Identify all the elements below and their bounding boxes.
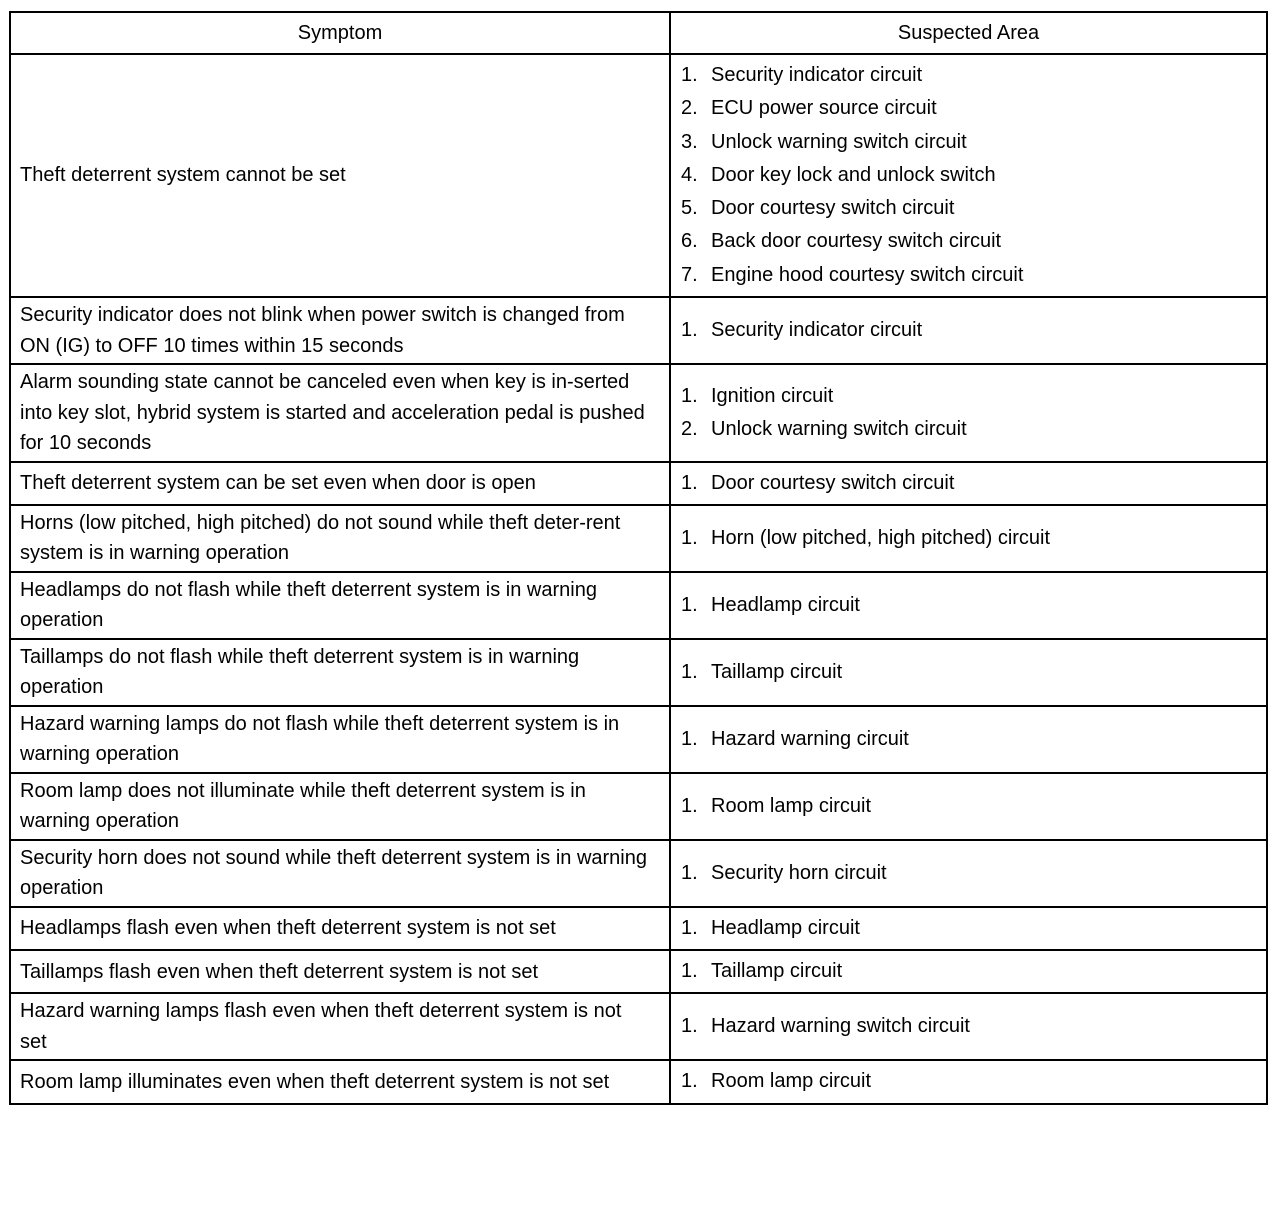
list-item: [681, 314, 1256, 347]
list-item-text: Back door courtesy switch circuit: [711, 230, 1002, 253]
list-item-text: Headlamp circuit: [711, 593, 860, 616]
list-item-number: 1.: [681, 861, 698, 884]
list-item-text: ECU power source circuit: [711, 97, 937, 120]
list-item-number: 4.: [681, 163, 698, 186]
suspected-area-list: [681, 314, 1256, 347]
suspected-area-list: [681, 1065, 1256, 1098]
suspected-area-list: [681, 656, 1256, 689]
list-item-number: 1.: [681, 1015, 698, 1038]
list-item-text: Security horn circuit: [711, 861, 887, 884]
table-row: [10, 639, 1267, 706]
list-item-number: 1.: [681, 318, 698, 341]
list-item: [681, 656, 1256, 689]
symptom-cell: Security indicator does not blink when power switch is changed from ON (IG) to OFF 10 times within 15 seconds: [10, 297, 670, 364]
suspected-area-list: [681, 857, 1256, 890]
suspected-area-cell: [670, 297, 1267, 364]
symptom-cell: Hazard warning lamps do not flash while theft deterrent system is in warning operation: [10, 706, 670, 773]
suspected-area-list: [681, 723, 1256, 756]
problem-symptoms-table: [9, 11, 1268, 1105]
suspected-area-cell: [670, 364, 1267, 462]
list-item-text: Hazard warning circuit: [711, 727, 909, 750]
list-item: [681, 413, 1256, 446]
list-item-number: 1.: [681, 384, 698, 407]
suspected-area-column-header: Suspected Area: [670, 12, 1267, 54]
table-row: [10, 773, 1267, 840]
suspected-area-cell: [670, 54, 1267, 297]
list-item-text: Door courtesy switch circuit: [711, 471, 955, 494]
table-row: [10, 364, 1267, 462]
list-item-number: 1.: [681, 916, 698, 939]
list-item: [681, 1010, 1256, 1043]
list-item: [681, 159, 1256, 192]
table-row: [10, 297, 1267, 364]
symptom-cell: Headlamps flash even when theft deterrent system is not set: [10, 907, 670, 950]
suspected-area-list: [681, 380, 1256, 447]
table-row: [10, 950, 1267, 993]
list-item-number: 1.: [681, 960, 698, 983]
symptom-cell: Security horn does not sound while theft deterrent system is in warning operation: [10, 840, 670, 907]
list-item-number: 1.: [681, 794, 698, 817]
list-item-text: Room lamp circuit: [711, 794, 872, 817]
list-item: [681, 955, 1256, 988]
list-item-number: 5.: [681, 197, 698, 220]
table-row: [10, 706, 1267, 773]
list-item-text: Ignition circuit: [711, 384, 834, 407]
list-item-text: Engine hood courtesy switch circuit: [711, 263, 1024, 286]
list-item-text: Security indicator circuit: [711, 318, 923, 341]
list-item-number: 2.: [681, 417, 698, 440]
suspected-area-cell: [670, 950, 1267, 993]
table-body: [10, 54, 1267, 1104]
suspected-area-list: [681, 589, 1256, 622]
list-item-text: Taillamp circuit: [711, 660, 843, 683]
list-item-number: 1.: [681, 471, 698, 494]
suspected-area-cell: [670, 639, 1267, 706]
suspected-area-cell: [670, 462, 1267, 505]
list-item: [681, 259, 1256, 292]
list-item-number: 7.: [681, 263, 698, 286]
suspected-area-cell: [670, 1060, 1267, 1103]
list-item: [681, 522, 1256, 555]
symptom-cell: Hazard warning lamps flash even when theft deterrent system is not set: [10, 993, 670, 1060]
list-item-text: Room lamp circuit: [711, 1070, 872, 1093]
list-item-number: 1.: [681, 727, 698, 750]
suspected-area-cell: [670, 840, 1267, 907]
troubleshooting-table-container: [9, 11, 1266, 1105]
list-item: [681, 380, 1256, 413]
list-item: [681, 723, 1256, 756]
table-row: [10, 907, 1267, 950]
symptom-cell: Horns (low pitched, high pitched) do not sound while theft deter-rent system is in warning operation: [10, 505, 670, 572]
symptom-cell: Room lamp does not illuminate while theft deterrent system is in warning operation: [10, 773, 670, 840]
list-item-number: 1.: [681, 593, 698, 616]
table-row: [10, 993, 1267, 1060]
symptom-cell: Headlamps do not flash while theft deterrent system is in warning operation: [10, 572, 670, 639]
list-item-number: 1.: [681, 526, 698, 549]
suspected-area-cell: [670, 706, 1267, 773]
list-item-number: 6.: [681, 230, 698, 253]
list-item-text: Hazard warning switch circuit: [711, 1015, 970, 1038]
suspected-area-list: [681, 955, 1256, 988]
list-item-number: 1.: [681, 1070, 698, 1093]
list-item-text: Door courtesy switch circuit: [711, 197, 955, 220]
table-row: [10, 54, 1267, 297]
list-item: [681, 192, 1256, 225]
symptom-cell: Alarm sounding state cannot be canceled even when key is in-serted into key slot, hybrid system is started and acceleration pedal is pushed for 10 seconds: [10, 364, 670, 462]
list-item-number: 1.: [681, 64, 698, 86]
suspected-area-cell: [670, 907, 1267, 950]
list-item: [681, 857, 1256, 890]
table-row: [10, 840, 1267, 907]
list-item-number: 1.: [681, 660, 698, 683]
list-item-number: 2.: [681, 97, 698, 120]
list-item-text: Horn (low pitched, high pitched) circuit: [711, 526, 1051, 549]
list-item: [681, 92, 1256, 125]
suspected-area-cell: [670, 773, 1267, 840]
list-item: [681, 589, 1256, 622]
suspected-area-cell: [670, 993, 1267, 1060]
list-item-text: Security indicator circuit: [711, 64, 923, 86]
list-item-text: Headlamp circuit: [711, 916, 860, 939]
list-item: [681, 790, 1256, 823]
symptom-cell: Room lamp illuminates even when theft deterrent system is not set: [10, 1060, 670, 1103]
list-item: [681, 59, 1256, 92]
list-item-number: 3.: [681, 130, 698, 153]
list-item-text: Taillamp circuit: [711, 960, 843, 983]
suspected-area-cell: [670, 572, 1267, 639]
symptom-column-header: Symptom: [10, 12, 670, 54]
list-item-text: Door key lock and unlock switch: [711, 163, 996, 186]
suspected-area-list: [681, 59, 1256, 292]
suspected-area-cell: [670, 505, 1267, 572]
symptom-cell: Theft deterrent system can be set even when door is open: [10, 462, 670, 505]
symptom-cell: Taillamps do not flash while theft deterrent system is in warning operation: [10, 639, 670, 706]
table-row: [10, 462, 1267, 505]
list-item: [681, 126, 1256, 159]
list-item: [681, 467, 1256, 500]
table-row: [10, 1060, 1267, 1103]
table-row: [10, 572, 1267, 639]
table-header-row: [10, 12, 1267, 54]
symptom-cell: Taillamps flash even when theft deterrent system is not set: [10, 950, 670, 993]
symptom-cell: Theft deterrent system cannot be set: [10, 54, 670, 297]
suspected-area-list: [681, 522, 1256, 555]
list-item: [681, 225, 1256, 258]
table-row: [10, 505, 1267, 572]
list-item: [681, 912, 1256, 945]
suspected-area-list: [681, 912, 1256, 945]
suspected-area-list: [681, 790, 1256, 823]
list-item-text: Unlock warning switch circuit: [711, 417, 967, 440]
list-item: [681, 1065, 1256, 1098]
list-item-text: Unlock warning switch circuit: [711, 130, 967, 153]
suspected-area-list: [681, 467, 1256, 500]
suspected-area-list: [681, 1010, 1256, 1043]
